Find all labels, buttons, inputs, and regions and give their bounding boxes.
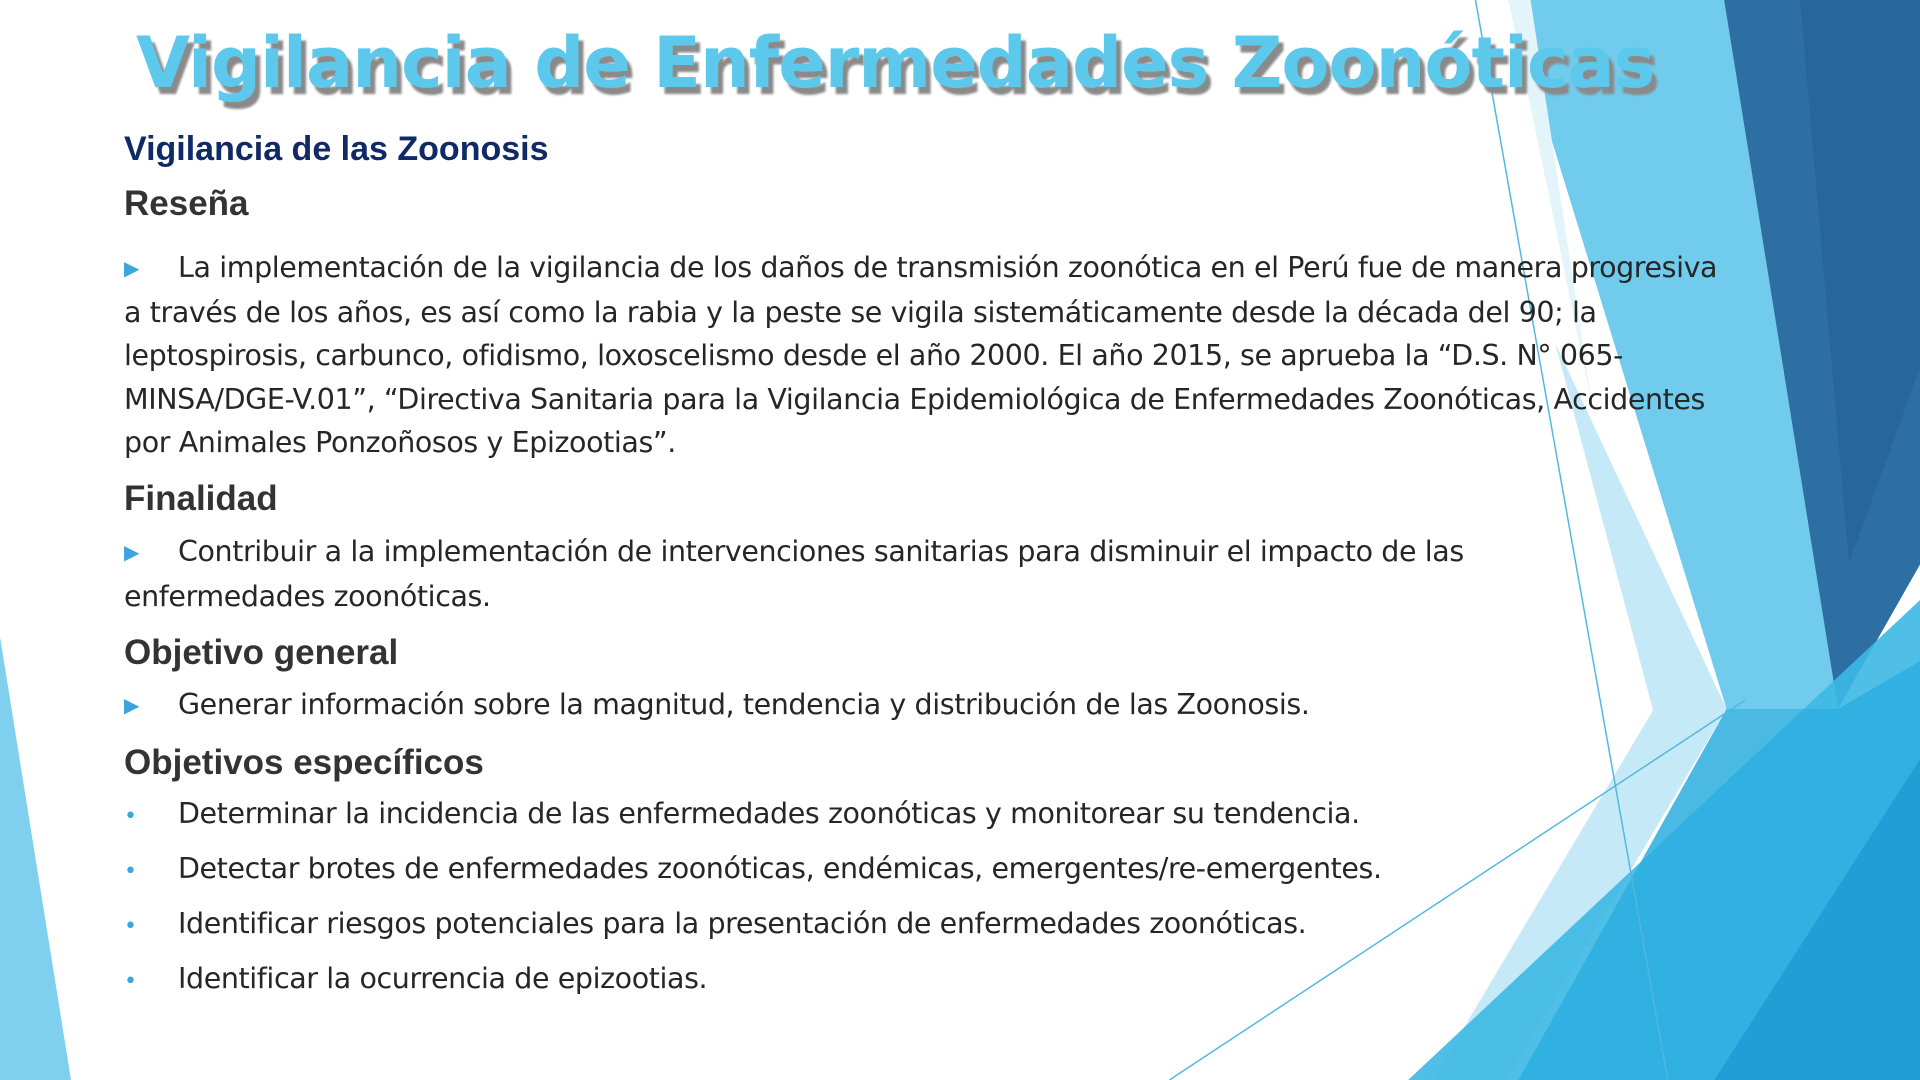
finalidad-text: Contribuir a la implementación de intervenciones sanitarias para disminuir el impacto de las enfermedades zoonóticas. [124,535,1464,613]
dot-bullet-icon: • [124,914,137,939]
resena-text: La implementación de la vigilancia de los daños de transmisión zoonótica en el Perú fue de manera progresiva a través de los años, es así como la rabia y la peste se vigila sistemáticamente desde la década del 90; la leptospirosis, carbunco, ofidismo, loxoscelismo desde el año 2000. El año 2015, se aprueba la “D.S. N° 065-MINSA/DGE-V.01”, “Directiva Sanitaria para la Vigilancia Epidemiológica de Enfermedades Zoonóticas, Accidentes por Animales Ponzoñosos y Epizootias”. [124,251,1718,459]
list-item-text: Detectar brotes de enfermedades zoonóticas, endémicas, emergentes/re-emergentes. [178,852,1382,885]
objetivo-general-paragraph [124,683,1724,728]
list-item-text: Identificar riesgos potenciales para la presentación de enfermedades zoonóticas. [178,907,1307,940]
list-item [124,797,1360,830]
list-item-text: Determinar la incidencia de las enfermedades zoonóticas y monitorear su tendencia. [178,797,1360,830]
arrow-bullet-icon: ▶ [124,256,139,280]
list-item [124,852,1382,885]
slide-subtitle: Vigilancia de las Zoonosis [124,130,549,168]
heading-resena: Reseña [124,184,249,223]
heading-objetivos-especificos: Objetivos específicos [124,743,484,782]
arrow-bullet-icon: ▶ [124,540,139,564]
heading-finalidad: Finalidad [124,479,278,518]
list-item-text: Identificar la ocurrencia de epizootias. [178,962,708,995]
dot-bullet-icon: • [124,859,137,884]
dot-bullet-icon: • [124,969,137,994]
list-item [124,962,707,995]
slide-title: Vigilancia de Enfermedades Zoonóticas [136,22,1655,104]
resena-paragraph [124,246,1724,465]
objetivo-general-text: Generar información sobre la magnitud, tendencia y distribución de las Zoonosis. [178,688,1310,721]
heading-objetivo-general: Objetivo general [124,633,399,672]
list-item [124,907,1306,940]
finalidad-paragraph [124,530,1564,618]
dot-bullet-icon: • [124,804,137,829]
arrow-bullet-icon: ▶ [124,693,139,717]
